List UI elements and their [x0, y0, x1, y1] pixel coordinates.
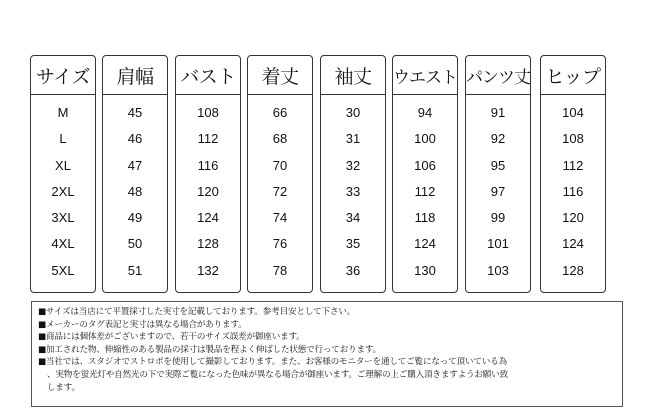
table-cell: 92	[490, 131, 506, 147]
note-line: ■加工された物、伸縮性のある製品の採寸は製品を程よく伸ばした状態で行っております。	[38, 344, 381, 355]
size-column	[540, 55, 606, 293]
table-cell: 2XL	[51, 183, 75, 199]
table-cell: 70	[272, 157, 288, 173]
table-cell: 68	[272, 131, 288, 147]
table-cell: 120	[562, 210, 584, 226]
size-column	[175, 55, 241, 293]
table-cell: 130	[414, 262, 436, 278]
table-cell: 94	[417, 105, 433, 120]
table-cell: 100	[414, 131, 436, 147]
table-cell: 72	[272, 183, 288, 199]
size-chart-table	[30, 55, 614, 293]
column-header: ヒップ	[541, 56, 605, 95]
size-column	[392, 55, 458, 293]
table-cell: 104	[562, 105, 584, 120]
table-cell: 112	[197, 131, 219, 147]
table-cell: 33	[345, 183, 361, 199]
table-cell: 132	[197, 262, 219, 278]
size-column	[320, 55, 386, 293]
table-cell: 47	[127, 157, 143, 173]
table-cell: 74	[272, 210, 288, 226]
table-cell: 50	[127, 236, 143, 252]
table-cell: 34	[345, 210, 361, 226]
table-cell: 124	[197, 210, 219, 226]
table-cell: 95	[490, 157, 506, 173]
table-cell: 4XL	[51, 236, 75, 252]
table-cell: 48	[127, 183, 143, 199]
size-notes-box	[31, 301, 623, 407]
table-cell: 49	[127, 210, 143, 226]
column-header: 袖丈	[321, 56, 385, 95]
table-cell: 51	[127, 262, 143, 278]
table-cell: 32	[345, 157, 361, 173]
note-line: ■当社では、スタジオでストロボを使用して撮影しております。また、お客様のモニターを通してご覧になって頂いている為	[38, 357, 507, 368]
table-cell: L	[59, 131, 67, 147]
table-cell: 112	[562, 157, 584, 173]
table-cell: 106	[414, 157, 436, 173]
size-column	[247, 55, 313, 293]
table-cell: 3XL	[51, 210, 75, 226]
table-cell: 35	[345, 236, 361, 252]
table-cell: 124	[562, 236, 584, 252]
table-cell: 118	[414, 210, 436, 226]
table-cell: 66	[272, 105, 288, 120]
size-column	[30, 55, 96, 293]
table-cell: 101	[487, 236, 509, 252]
table-cell: XL	[55, 157, 71, 173]
size-column	[465, 55, 531, 293]
table-cell: M	[57, 105, 69, 120]
table-cell: 128	[197, 236, 219, 252]
table-cell: 116	[562, 183, 584, 199]
column-header: 肩幅	[103, 56, 167, 95]
table-cell: 5XL	[51, 262, 75, 278]
table-cell: 108	[197, 105, 219, 120]
table-cell: 91	[490, 105, 506, 120]
table-cell: 128	[562, 262, 584, 278]
table-cell: 124	[414, 236, 436, 252]
note-line: ■メーカーのタグ表記と実寸は異なる場合があります。	[38, 319, 247, 330]
table-cell: 120	[197, 183, 219, 199]
table-cell: 116	[197, 157, 219, 173]
table-cell: 46	[127, 131, 143, 147]
table-cell: 103	[487, 262, 509, 278]
note-line: ■商品には個体差がございますので、若干のサイズ誤差が御座います。	[38, 332, 305, 343]
table-cell: 78	[272, 262, 288, 278]
column-header: 着丈	[248, 56, 312, 95]
table-cell: 112	[414, 183, 436, 199]
column-header: バスト	[176, 56, 240, 95]
table-cell: 99	[490, 210, 506, 226]
note-line: します。	[47, 382, 80, 393]
table-cell: 30	[345, 105, 361, 120]
table-cell: 36	[345, 262, 361, 278]
note-line: 、実物を蛍光灯や自然光の下で実際ご覧になった色味が異なる場合が御座います。ご理解の上ご購入頂きますようお願い致	[47, 369, 508, 380]
table-cell: 45	[127, 105, 143, 120]
column-header: パンツ丈	[466, 56, 530, 95]
column-header: サイズ	[31, 56, 95, 95]
table-cell: 31	[345, 131, 361, 147]
note-line: ■サイズは当店にて平置採寸した実寸を記載しております。参考目安として下さい。	[38, 307, 356, 317]
size-column	[102, 55, 168, 293]
table-cell: 108	[562, 131, 584, 147]
column-header: ウエスト	[393, 56, 457, 95]
table-cell: 97	[490, 183, 506, 199]
table-cell: 76	[272, 236, 288, 252]
